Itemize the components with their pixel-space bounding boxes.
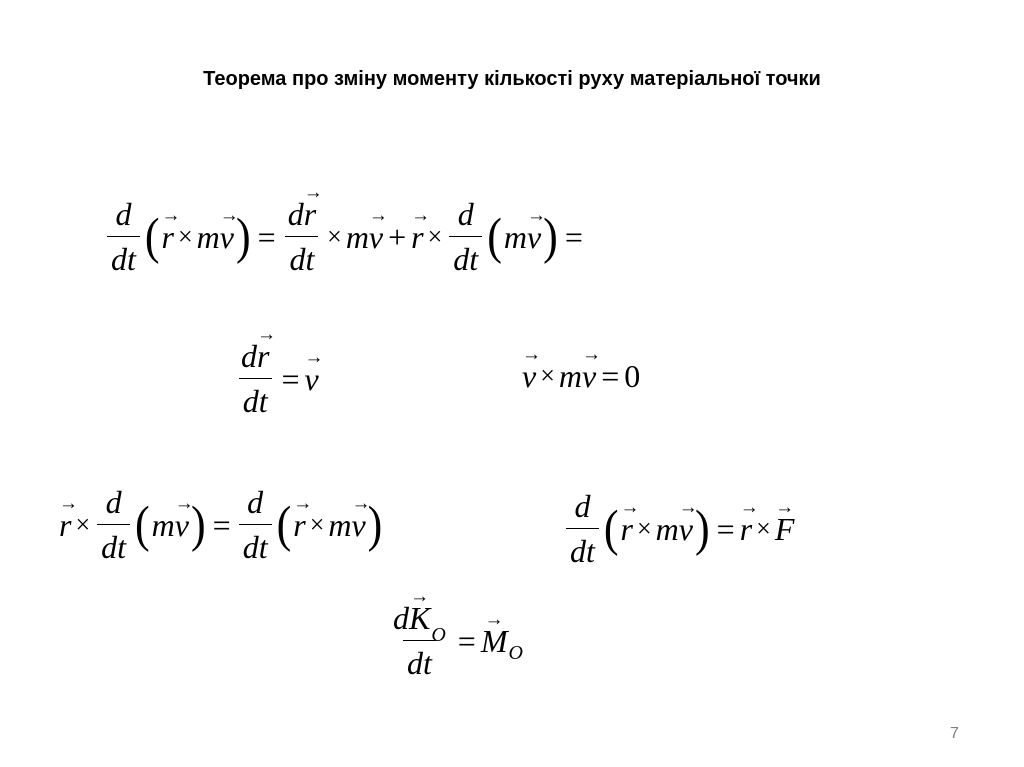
equation-cross-zero: v → × m v → = 0 [522, 360, 640, 392]
equation-derivative-expansion: $\frac{d}{dt}$ ( r → × m v → ) = $\frac{dr \to}{dt}$ × m v → + r → × $\frac{d}{dt}$ ( m v → ) = [104, 198, 588, 275]
equation-angular-momentum-theorem: $\frac{dK \to_O}{dt}$ = M → O [386, 602, 523, 679]
equation-identity: r → × $\frac{d}{dt}$ ( m v → ) = $\frac{d}{dt}$ ( r → × m v → ) [59, 486, 384, 563]
vector-r: r → [162, 221, 174, 253]
vector-M: M → [481, 625, 508, 657]
vector-v: v → [220, 221, 234, 253]
vector-F: F → [775, 513, 795, 545]
fraction-dr-dt: $\frac{dr \to}{dt}$ [284, 198, 320, 275]
equation-velocity: $\frac{dr \to}{dt}$ = v → [234, 340, 319, 417]
vector-K: K → [409, 602, 430, 634]
slide-title: Теорема про зміну моменту кількості руху матеріальної точки [203, 68, 821, 90]
page-number: 7 [950, 725, 959, 742]
fraction-d-dt: $\frac{d}{dt}$ [107, 198, 140, 275]
equation-torque: $\frac{d}{dt}$ ( r → × m v → ) = r → × F → [563, 490, 794, 567]
